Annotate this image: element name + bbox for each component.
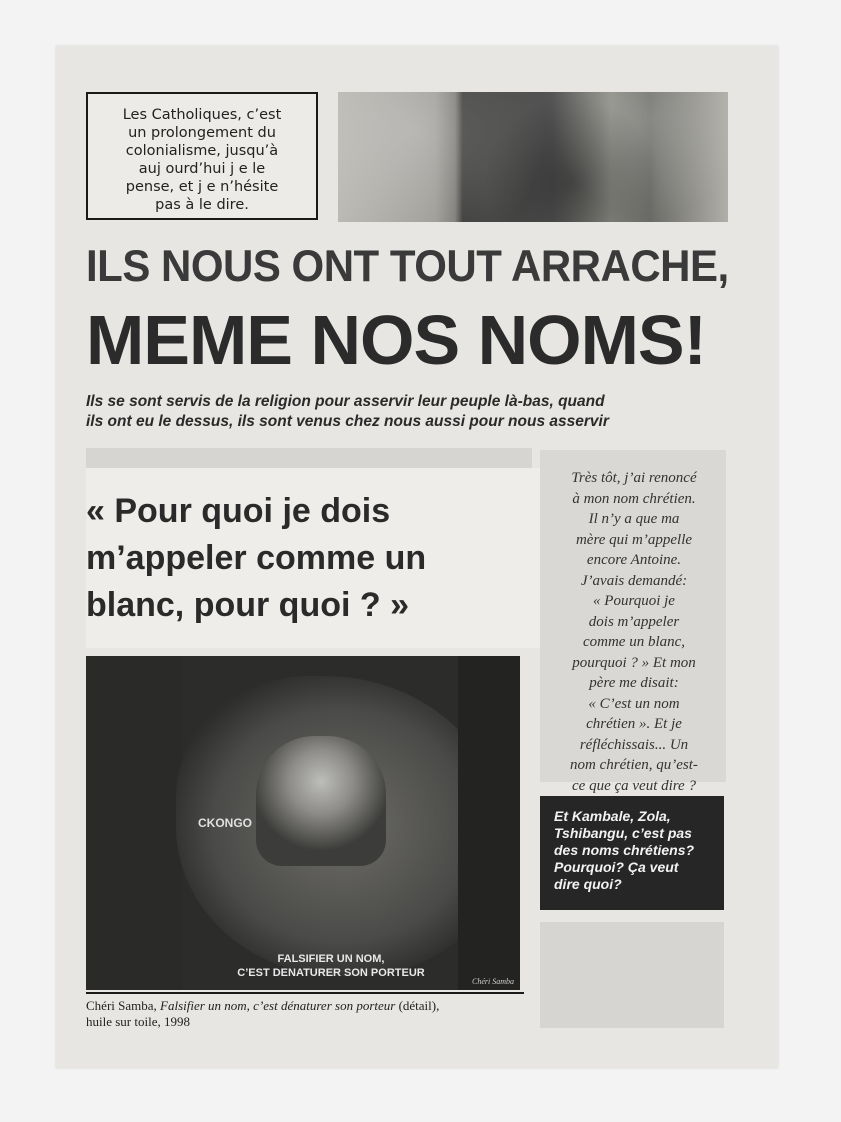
pull-quote-line: « Pour quoi je dois [86,492,391,530]
quote-line: pense, et j e n’hésite [125,179,279,195]
painting-signature: Chéri Samba [472,977,514,986]
quote-line: Les Catholiques, c’est [122,107,282,123]
side-line: nom chrétien, qu’est- [570,757,698,773]
side-line: « C’est un nom [588,695,680,712]
painting-portrait-figure [256,736,386,866]
side-line: à mon nom chrétien. [572,490,696,507]
side-line: chrétien ». Et je [586,716,682,732]
side-line: réfléchissais... Un [579,736,689,753]
pull-quote-line: blanc, pour quoi ? » [86,586,409,624]
side-line: J’avais demandé: [580,572,688,589]
caption-artist: Chéri Samba, [86,998,161,1013]
side-line: pourquoi ? » Et mon [572,654,696,671]
pull-quote-line: m’appeler comme un [86,539,427,577]
side-line: comme un blanc, [582,634,686,650]
callout-line: Tshibangu, c’est pas [554,825,692,841]
quote-line: auj ourd’hui j e le [138,161,266,177]
painting-caption [86,992,524,1030]
callout-line: Et Kambale, Zola, [554,808,671,824]
side-line: dois m’appeler [588,613,680,630]
painting-image [86,656,520,990]
side-line: encore Antoine. [586,552,682,568]
banner-line: FALSIFIER UN NOM, [277,953,385,965]
pull-quote-band [86,448,532,468]
side-line: « Pourquoi je [593,593,675,609]
subhead-line: Ils se sont servis de la religion pour asservir leur peuple là-bas, quand [86,393,605,410]
subheadline [86,392,736,432]
caption-detail: (détail), [395,998,440,1013]
headline-line-1: ILS NOUS ONT TOUT ARRACHE, [86,241,729,291]
subhead-line: ils ont eu le dessus, ils sont venus chez nous aussi pour nous asservir [86,413,609,430]
banner-line: C’EST DENATURER SON PORTEUR [237,967,425,979]
top-photo [338,92,728,222]
callout-line: des noms chrétiens? [554,842,695,858]
caption-line-2: huile sur toile, 1998 [86,1014,190,1029]
quote-line: un prolongement du [128,125,276,141]
side-line: Il n’y a que ma [588,511,680,527]
quote-line: colonialisme, jusqu’à [125,143,279,159]
dark-callout-box [540,796,724,910]
painting-banner [231,952,431,980]
callout-line: dire quoi? [554,876,622,892]
painting-map-label: CKONGO [198,816,252,830]
callout-line: Pourquoi? Ça veut [554,859,679,875]
pull-quote [86,468,540,648]
side-line: père me disait: [589,675,679,691]
quote-line: pas à le dire. [155,197,249,213]
painting-text-column-left [86,656,182,990]
headline-line-2: MEME NOS NOMS! [86,301,706,379]
side-line: Très tôt, j’ai renoncé [571,470,697,486]
caption-title: Falsifier un nom, c’est dénaturer son porteur [160,998,396,1013]
empty-gray-box [540,922,724,1028]
side-column-text [540,450,726,794]
side-line: ce que ça veut dire ? [572,777,696,794]
side-line: mère qui m’appelle [575,531,693,548]
caption-line-1 [86,998,524,1014]
photo-texture [338,92,728,222]
catholic-quote-box [86,92,318,220]
painting-text-column-right [458,656,520,990]
